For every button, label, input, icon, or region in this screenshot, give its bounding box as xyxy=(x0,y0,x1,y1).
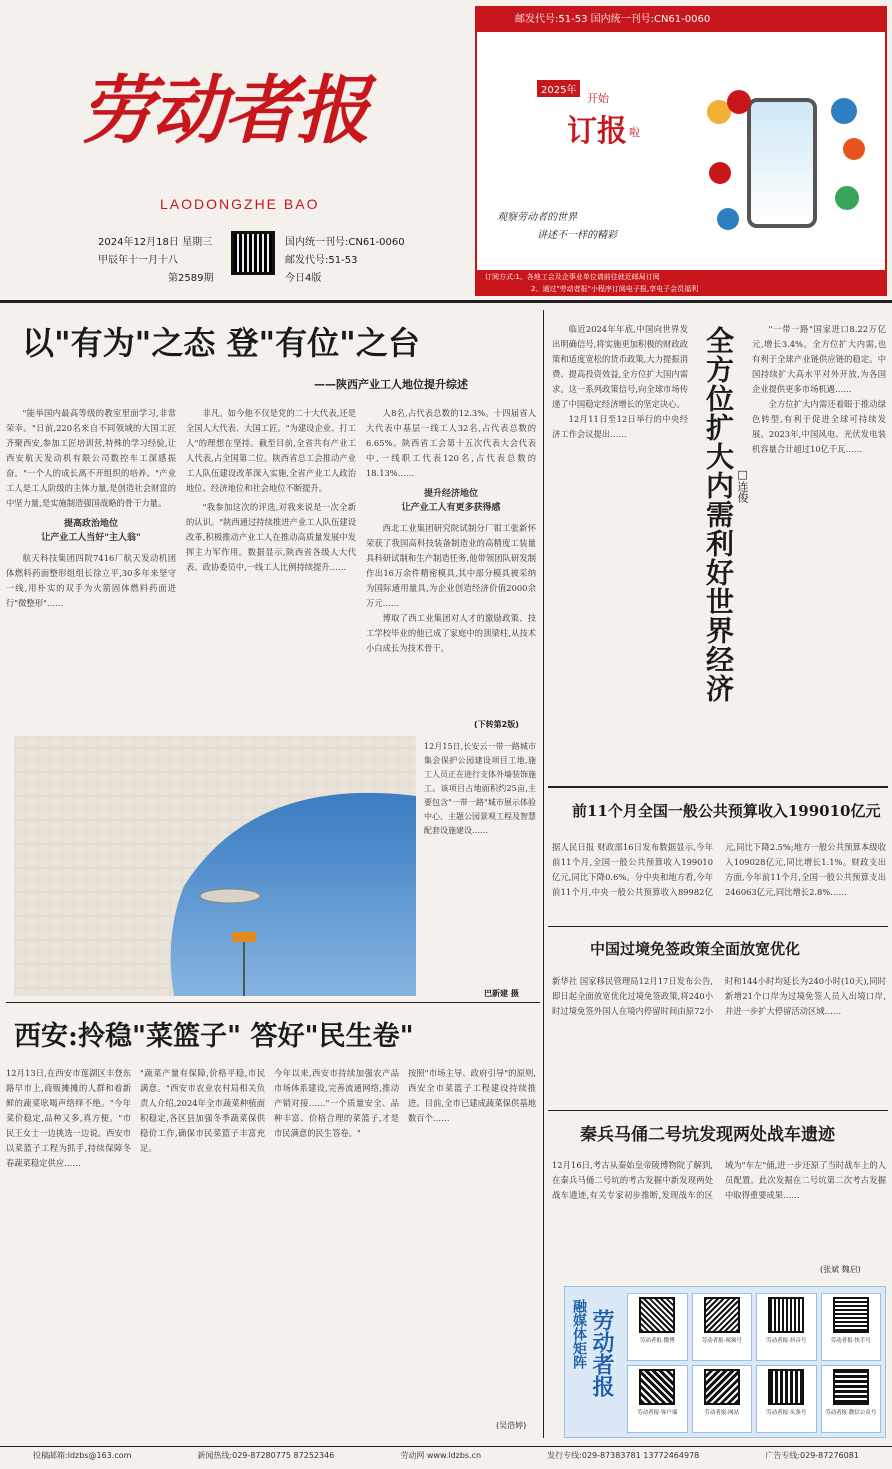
qr-code-icon xyxy=(768,1369,804,1405)
xian-col-2 xyxy=(140,1066,265,1426)
media-item-label: 劳动者报·微信公众号 xyxy=(825,1410,877,1416)
masthead xyxy=(20,20,440,290)
media-item-label: 劳动者报·视频号 xyxy=(701,1338,742,1344)
lead-headline: 以"有为"之态 登"有位"之台 xyxy=(22,324,420,362)
masthead-postal: 邮发代号:51-53 xyxy=(285,255,358,266)
circle-icon xyxy=(709,162,731,184)
masthead-cn: 国内统一刊号:CN61-0060 xyxy=(285,237,405,248)
lead-col-1 xyxy=(6,406,176,726)
ad-main: 订报 xyxy=(567,114,627,149)
qr-code-icon xyxy=(639,1297,675,1333)
column-col-1 xyxy=(552,322,688,774)
media-item-label: 劳动者报·网站 xyxy=(704,1410,740,1416)
footer-email: 投稿邮箱:ldzbs@163.com xyxy=(33,1451,132,1460)
qr-code-icon xyxy=(768,1297,804,1333)
media-item[interactable] xyxy=(821,1365,882,1433)
column-col-1-text: 临近2024年年底,中国向世界发出明确信号,将实施更加积极的财政政策和适度宽松的货币政策,大力提振消费、提高投资效益,全方位扩大国内需求。这一系列政策信号,向全球市场传递了中国稳定经济增长的坚定决心。 xyxy=(552,324,688,409)
lead-sub-2a: 提升经济地位 xyxy=(423,489,478,499)
xian-col-1 xyxy=(6,1066,131,1426)
footer-news-hotline: 新闻热线:029-87280775 87252346 xyxy=(197,1451,335,1460)
column-col-2b-text: 全方位扩大内需还着眼于推动绿色转型,有利于促进全球可持续发展。2023年,中国风电、光伏发电装机容量合计超过10亿千瓦…… xyxy=(752,399,886,454)
lead-col-3b-text: 西北工业集团研究院试制分厂钳工张新怀荣获了我国高科技装备制造业的高精度工装量具科研试制和生产制造任务,他带领团队研发制作出16万余件精密模具,其中部分模具被采纳为国际通用量具,为企业创造经济价值2000余万元…… xyxy=(366,523,536,608)
media-item-label: 劳动者报·微博 xyxy=(639,1338,675,1344)
xian-col-1-text: 12月13日,在西安市莲湖区丰登东路早市上,商贩摊摊的人群和着新鲜的蔬菜吆喝声络绎不绝。"今年菜价稳定,品种又多,真方便。"市民王女士一边挑选一边说。西安市以菜篮子工程为抓手,持续保障冬春蔬菜稳定供应…… xyxy=(6,1068,131,1168)
photo-caption-text: 12月15日,长安云一带一路城市集会保护公园建设项目工地,施工人员正在进行支体外墙装饰施工。该项目占地面积约25亩,主要包含"一带一路"城市展示体验中心、主题公园景观工程及智慧配套设施建设…… xyxy=(424,742,536,835)
column-author: □连俊 xyxy=(736,468,749,503)
media-item[interactable] xyxy=(756,1365,817,1433)
photo-divider xyxy=(6,1002,540,1003)
lead-sub-1b: 让产业工人当好"主人翁" xyxy=(41,533,141,543)
construction-photo xyxy=(14,736,416,996)
qr-code-icon xyxy=(639,1369,675,1405)
qr-code-icon xyxy=(833,1297,869,1333)
masthead-date: 2024年12月18日 星期三 xyxy=(98,237,213,248)
media-item-label: 劳动者报·客户端 xyxy=(637,1410,678,1416)
orbit-icons xyxy=(707,90,867,240)
ad-la: 啦 xyxy=(629,126,640,139)
ad-bottom-2: 2、通过"劳动者报"小程序订阅电子报,享电子会员福利 xyxy=(531,285,699,293)
qr-code-icon xyxy=(704,1297,740,1333)
xian-col-3 xyxy=(274,1066,399,1426)
footer xyxy=(0,1450,892,1466)
media-item[interactable] xyxy=(692,1365,753,1433)
lead-sub-1 xyxy=(6,517,176,545)
media-item-label: 劳动者报·头条号 xyxy=(766,1410,807,1416)
xian-col-4 xyxy=(408,1066,536,1416)
media-title-b: 融媒体矩阵 xyxy=(571,1299,587,1369)
column-col-2-text: "一带一路"国家进口8.22万亿元,增长3.4%。全方位扩大内需,也有利于全球产业链供应链的稳定。中国持续扩大高水平对外开放,为各国企业提供更多市场机遇…… xyxy=(752,324,886,394)
photo-credit: 巴新建 摄 xyxy=(484,989,519,998)
lead-col-2 xyxy=(186,406,356,726)
circle-icon xyxy=(717,208,739,230)
media-item[interactable] xyxy=(627,1365,688,1433)
xian-headline: 西安:拎稳"菜篮子" 答好"民生卷" xyxy=(14,1021,414,1052)
masthead-pages: 今日4版 xyxy=(285,273,322,284)
ad-bottom-1: 订阅方式:1、各地工会及企事业单位请前往就近邮局订阅 xyxy=(485,273,660,281)
xian-col-2-text: "蔬菜产量有保障,价格平稳,市民满意。"西安市农业农村局相关负责人介绍,2024年全市蔬菜种植面积稳定,各区县加强冬季蔬菜保供稳价工作,确保市民菜篮子丰富充足。 xyxy=(140,1068,265,1153)
news-1-text: 据人民日报 财政部16日发布数据显示,今年前11个月,全国一般公共预算收入199010亿元,同比下降0.6%。分中央和地方看,今年前11个月,中央一般公共预算收入89982亿元,同比下降2.5%;地方一般公共预算本级收入109028亿元,同比增长1.1%。财政支出方面,今年前11个月,全国一般公共预算支出246063亿元,同比增长2.8%…… xyxy=(552,842,886,897)
media-title-a: 劳动者报 xyxy=(589,1309,615,1397)
media-item-label: 劳动者报·快手号 xyxy=(830,1338,871,1344)
ad-year: 2025年 xyxy=(537,80,580,97)
qr-code-icon xyxy=(833,1369,869,1405)
news-2-headline: 中国过境免签政策全面放宽优化 xyxy=(590,940,801,958)
footer-dist: 发行专线:029-87383781 13772464978 xyxy=(547,1451,700,1460)
circle-icon xyxy=(831,98,857,124)
footer-web: 劳动网 www.ldzbs.cn xyxy=(400,1451,482,1460)
masthead-logo: 劳动者报 xyxy=(80,68,368,154)
lead-sub-1a: 提高政治地位 xyxy=(63,519,118,529)
news-2-text: 新华社 国家移民管理局12月17日发布公告,即日起全面放宽优化过境免签政策,将240小时过境免签外国人在境内停留时间由原72小时和144小时均延长为240小时(10天),同时新增21个口岸为过境免签人员入出境口岸,并进一步扩大停留活动区域…… xyxy=(552,976,886,1016)
ad-bottom-bar xyxy=(477,270,885,296)
lead-sub-2 xyxy=(366,487,536,515)
media-item-label: 劳动者报·抖音号 xyxy=(766,1338,807,1344)
lead-col-3-text: 人8名,占代表总数的12.3%。十四届省人大代表中基层一线工人32名,占代表总数的6.65%。陕西省工会第十五次代表大会代表中,一线职工代表120名,占代表总数的18.13%…… xyxy=(366,408,536,478)
circle-icon xyxy=(843,138,865,160)
news-3-headline: 秦兵马俑二号坑发现两处战车遗迹 xyxy=(580,1125,835,1145)
footer-rule xyxy=(0,1446,892,1447)
lead-col-1b-text: 航天科技集团四院7416厂航天发动机团体燃料药面整形组组长徐立平,30多年来坚守一线,用朴实的双手为火箭固体燃料药面进行"微整形"…… xyxy=(6,553,176,608)
masthead-issue: 第2589期 xyxy=(168,273,214,284)
media-qr-grid xyxy=(627,1293,881,1433)
media-item[interactable] xyxy=(627,1293,688,1361)
xian-col-4-text: 按照"市场主导、政府引导"的原则,西安全市菜篮子工程建设持续推进。目前,全市已建成蔬菜保供基地数百个…… xyxy=(408,1068,536,1123)
media-matrix xyxy=(564,1286,886,1438)
news-1-body xyxy=(552,840,886,922)
column-col-2 xyxy=(752,322,886,774)
lead-col-1-text: "能举国内最高等级的教室里面学习,非常荣幸。"日前,220名来自不同领域的大国工匠齐聚西安,参加工匠培训营,特殊的学习经验,让西安航天发动机有限公司数控车工深感振奋。"一个人的成长离不开组织的培养。"产业工人是工人阶级的主体力量,是创造社会财富的中坚力量,是实施制造强国战略的骨干力量。 xyxy=(6,408,176,508)
news-2-body xyxy=(552,974,886,1106)
lead-col-3 xyxy=(366,406,536,726)
column-title: 全方位扩大内需利好世界经济 xyxy=(702,326,735,703)
masthead-lunar: 甲辰年十一月十八 xyxy=(98,255,178,266)
media-item[interactable] xyxy=(692,1293,753,1361)
lead-col-2-text: 非凡。如今他不仅是党的二十大代表,还是全国人大代表、大国工匠。"为建设企业、打工人"的理想在坚持。截至目前,全省共有产业工人代表,占全国第二位。陕西省总工会推动产业工人队伍建设改革深入实施,全省产业工人政治地位、经济地位和社会地位不断提升。 xyxy=(186,408,356,493)
news-3-body xyxy=(552,1158,886,1268)
qr-code-icon xyxy=(704,1369,740,1405)
ad-slogan-2: 讲述不一样的精彩 xyxy=(537,230,617,241)
xian-author: (吴浩婷) xyxy=(496,1421,527,1430)
lead-sub-2b: 让产业工人有更多获得感 xyxy=(401,503,501,513)
photo-illustration xyxy=(14,736,416,996)
lead-continued: (下转第2版) xyxy=(474,720,519,729)
xian-col-3-text: 今年以来,西安市持续加强农产品市场体系建设,完善流通网络,推动产销对接……"一个质量安全、品种丰富、价格合理的菜篮子,才是市民满意的民生答卷。" xyxy=(274,1068,399,1138)
footer-ad: 广告专线:029-87276081 xyxy=(765,1451,859,1460)
subscription-ad xyxy=(475,6,887,296)
news-3-author: (张斌 魏启) xyxy=(820,1265,861,1274)
photo-caption xyxy=(424,740,536,982)
news-3-text: 12月16日,考古从秦始皇帝陵博物院了解到,在秦兵马俑二号坑的考古发掘中新发现两处战车遗迹,有关专家初步推断,发现战车的区域为"车左"俑,进一步还原了当时战车上的人员配置。此次发掘在二号坑第二次考古发掘中取得重要成果…… xyxy=(552,1160,886,1200)
masthead-pinyin: LAODONGZHE BAO xyxy=(160,196,320,212)
news-divider-3 xyxy=(548,1110,888,1111)
circle-icon xyxy=(727,90,751,114)
media-item[interactable] xyxy=(756,1293,817,1361)
media-item[interactable] xyxy=(821,1293,882,1361)
ad-slogan-1: 观察劳动者的世界 xyxy=(497,212,577,223)
center-column-rule xyxy=(543,310,544,1438)
lead-col-3c-text: 博取了西工业集团对人才的激励政策、技工学校毕业的他已成了家庭中的顶梁柱,从技术小白成长为技术骨干。 xyxy=(366,613,536,653)
column-col-1b-text: 12月11日至12日举行的中央经济工作会议提出…… xyxy=(552,414,688,439)
circle-icon xyxy=(835,186,859,210)
news-divider-1 xyxy=(548,786,888,788)
masthead-divider xyxy=(0,300,892,303)
lead-col-2b-text: "我参加这次的评选,对我来说是一次全新的认识。"陕西通过持续推进产业工人队伍建设改革,积极推动产业工人在推动高质量发展中发挥主力军作用。数据显示,陕西省各级人大代表、政协委员中,一线工人比例持续提升…… xyxy=(186,502,356,572)
ad-top-bar: 邮发代号:51-53 国内统一刊号:CN61-0060 xyxy=(477,8,885,32)
masthead-qr xyxy=(231,231,275,275)
news-divider-2 xyxy=(548,926,888,927)
lead-subhead: ——陕西产业工人地位提升综述 xyxy=(314,378,468,391)
ad-kai: 开始 xyxy=(587,92,609,105)
news-1-headline: 前11个月全国一般公共预算收入199010亿元 xyxy=(572,802,881,820)
